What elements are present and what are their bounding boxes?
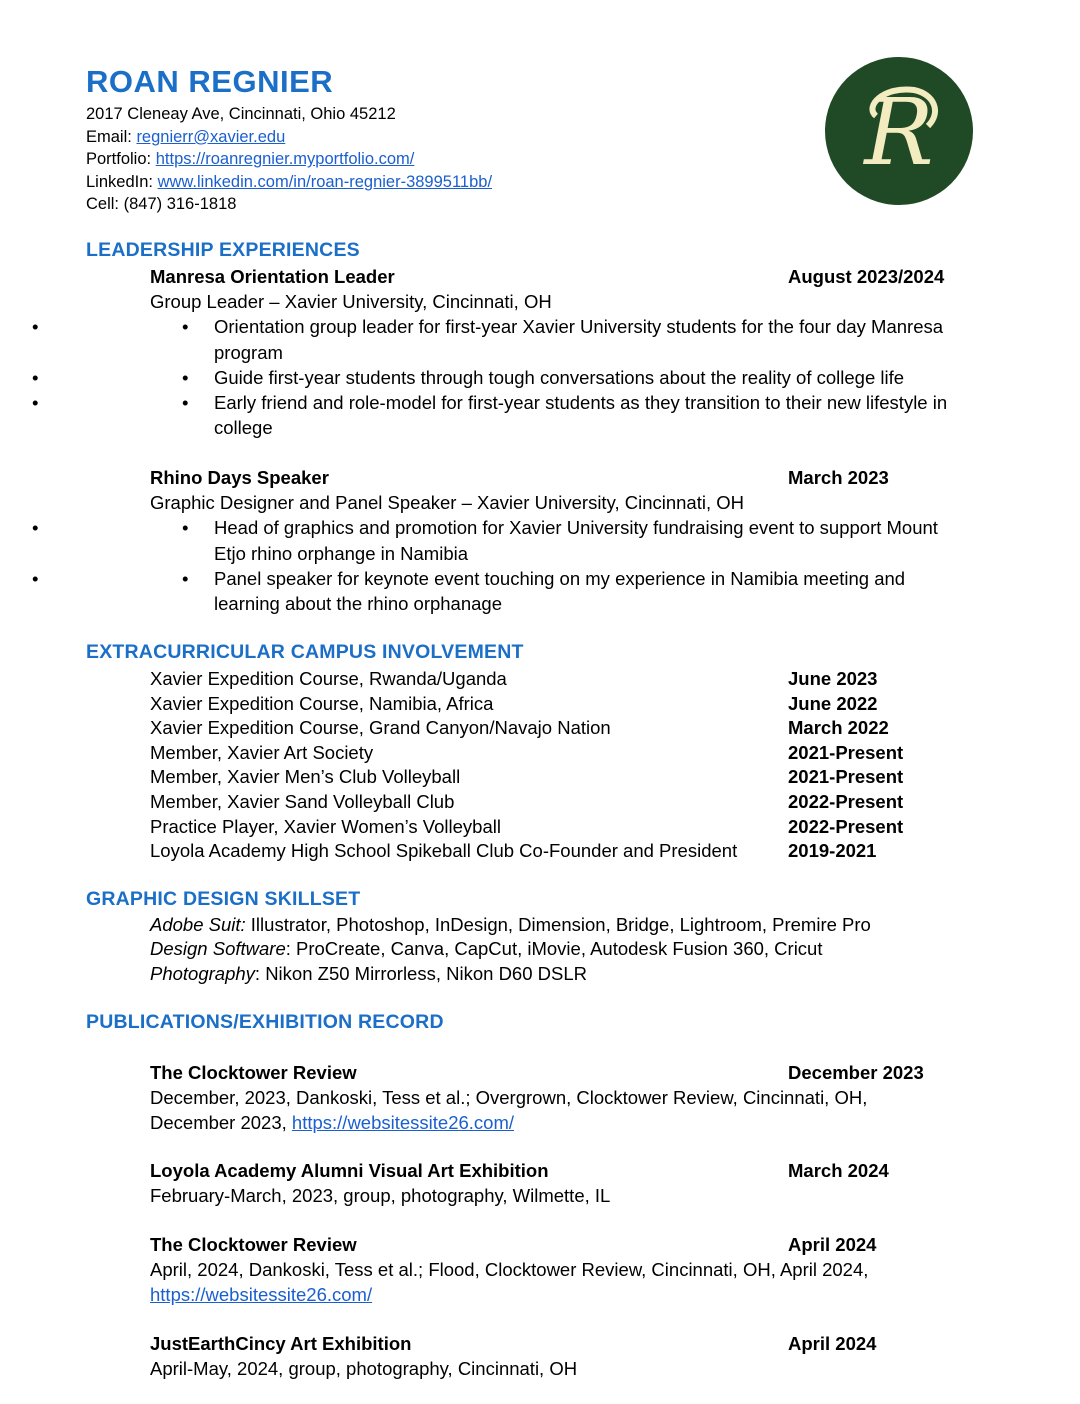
publication-2: Loyola Academy Alumni Visual Art Exhibition March 2024 February-March, 2023, group, photography, Wilmette, IL bbox=[150, 1160, 889, 1207]
entry-header bbox=[150, 264, 1030, 289]
portfolio-link[interactable]: https://roanregnier.myportfolio.com/ bbox=[155, 150, 415, 169]
entry-title: Rhino Days Speaker bbox=[150, 467, 329, 488]
skill-photo: Photography: Nikon Z50 Mirrorless, Nikon D60 DSLR bbox=[150, 962, 587, 984]
contact-block bbox=[86, 103, 492, 216]
skills-block bbox=[150, 913, 1030, 986]
entry-date: March 2023 bbox=[788, 467, 889, 488]
bullet-item: • • Guide first-year students through tough conversations about the reality of college life bbox=[0, 365, 1000, 390]
cell-line: Cell: (847) 316-1818 bbox=[86, 195, 237, 214]
entry-role: Graphic Designer and Panel Speaker – Xavier University, Cincinnati, OH bbox=[150, 492, 744, 514]
bullet-item: • • Head of graphics and promotion for Xavier University fundraising event to support Mount Etjo rhino orphange in Namibia bbox=[0, 515, 1000, 565]
skill-design: Design Software: ProCreate, Canva, CapCut, iMovie, Autodesk Fusion 360, Cricut bbox=[150, 938, 823, 960]
entry-bullets bbox=[0, 515, 1000, 616]
publication-link[interactable]: https://websitessite26.com/ bbox=[291, 1111, 515, 1133]
bullet-item: • • Orientation group leader for first-year Xavier University students for the four day Manresa program bbox=[0, 314, 1000, 364]
publication-4: JustEarthCincy Art Exhibition April 2024 April-May, 2024, group, photography, Cincinnati, OH bbox=[150, 1333, 877, 1380]
email-label: Email: bbox=[86, 127, 132, 146]
publication-link[interactable]: https://websitessite26.com/ bbox=[150, 1283, 373, 1305]
bullet-item: • • Panel speaker for keynote event touching on my experience in Namibia meeting and learning about the rhino orphanage bbox=[0, 566, 1000, 616]
skill-adobe: Adobe Suit: Illustrator, Photoshop, InDesign, Dimension, Bridge, Lightroom, Premire Pro bbox=[150, 914, 871, 935]
leadership-heading: LEADERSHIP EXPERIENCES bbox=[86, 239, 360, 261]
skills-heading: GRAPHIC DESIGN SKILLSET bbox=[86, 888, 361, 910]
address: 2017 Cleneay Ave, Cincinnati, Ohio 45212 bbox=[86, 105, 396, 123]
monogram-logo-icon bbox=[824, 56, 974, 206]
entry-title: Manresa Orientation Leader bbox=[150, 266, 395, 287]
publications-heading: PUBLICATIONS/EXHIBITION RECORD bbox=[86, 1011, 444, 1033]
extracurricular-list bbox=[150, 666, 1030, 863]
list-item: Loyola Academy High School Spikeball Club Co-Founder and President 2019-2021 bbox=[150, 840, 877, 862]
leadership-entry-1 bbox=[150, 264, 1030, 440]
list-item: Member, Xavier Men’s Club Volleyball 2021-Present bbox=[150, 766, 904, 788]
leadership-entry-2 bbox=[150, 465, 1030, 616]
list-item: Member, Xavier Art Society 2021-Present bbox=[150, 741, 904, 763]
entry-header bbox=[150, 465, 1030, 490]
entry-role: Group Leader – Xavier University, Cincinnati, OH bbox=[150, 291, 552, 313]
logo-letter: R bbox=[864, 79, 934, 186]
list-item: Xavier Expedition Course, Namibia, Africa June 2022 bbox=[150, 692, 878, 714]
portfolio-line bbox=[86, 148, 492, 171]
entry-date: August 2023/2024 bbox=[788, 266, 945, 287]
linkedin-line bbox=[86, 171, 492, 194]
extracurricular-heading: EXTRACURRICULAR CAMPUS INVOLVEMENT bbox=[86, 641, 524, 663]
list-item: Xavier Expedition Course, Grand Canyon/Navajo Nation March 2022 bbox=[150, 717, 889, 739]
list-item: Xavier Expedition Course, Rwanda/Uganda June 2023 bbox=[150, 668, 878, 689]
bullet-item: • • Early friend and role-model for first-year students as they transition to their new lifestyle in college bbox=[0, 390, 1000, 440]
resume-name: ROAN REGNIER bbox=[86, 64, 334, 99]
list-item: Member, Xavier Sand Volleyball Club 2022-Present bbox=[150, 790, 904, 812]
portfolio-label: Portfolio: bbox=[86, 150, 152, 169]
linkedin-label: LinkedIn: bbox=[86, 172, 153, 191]
linkedin-link[interactable]: www.linkedin.com/in/roan-regnier-3899511bb/ bbox=[157, 172, 493, 191]
publication-1: The Clocktower Review December 2023 December, 2023, Dankoski, Tess et al.; Overgrown, Clocktower Review, Cincinnati, OH, December 2023, https://websitessite26.com/ bbox=[150, 1062, 924, 1133]
publication-3: The Clocktower Review April 2024 April, 2024, Dankoski, Tess et al.; Flood, Clocktower Review, Cincinnati, OH, April 2024, https://websitessite26.com/ bbox=[150, 1234, 877, 1305]
email-link[interactable]: regnierr@xavier.edu bbox=[136, 127, 286, 146]
entry-bullets bbox=[0, 314, 1000, 440]
email-line bbox=[86, 126, 492, 149]
list-item: Practice Player, Xavier Women’s Volleyball 2022-Present bbox=[150, 815, 904, 837]
